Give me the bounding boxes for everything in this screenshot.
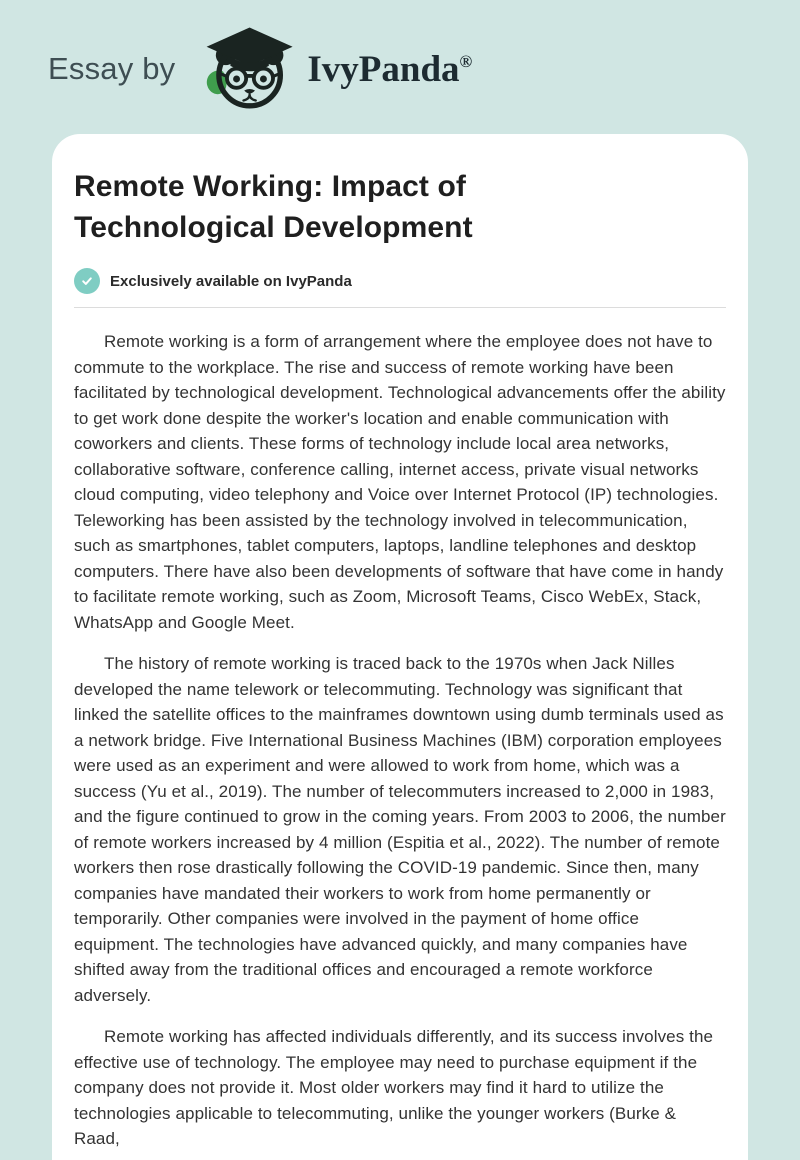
panda-logo-icon[interactable] <box>193 26 297 112</box>
badge-label: Exclusively available on IvyPanda <box>110 272 352 290</box>
essay-paragraph: Remote working has affected individuals differently, and its success involves the effective use of technology. The employee may need to purchase equipment if the company does not provide it. Most older workers may find it hard to utilize the technologies applicable to telecommuting, unlike the younger workers (Burke & Raad, <box>74 1027 714 1148</box>
page-title: Remote Working: Impact of Technological Development <box>74 170 473 244</box>
essay-card <box>52 134 748 1160</box>
divider <box>74 307 726 308</box>
essay-paragraph: The history of remote working is traced back to the 1970s when Jack Nilles developed the name telework or telecommuting. Technology was significant that linked the satellite offices to the mainframes downtown using dumb terminals used as a network bridge. Five International Business Machines (IBM) corporation employees were used as an experiment and were allowed to work from home, which was a success (Yu et al., 2019). The number of telecommuters increased to 2,000 in 1983, and the figure continued to grow in the coming years. From 2003 to 2006, the number of remote workers increased by 4 million (Espitia et al., 2022). The number of remote workers then rose drastically following the COVID-19 pandemic. Since then, many companies have mandated their workers to work from home permanently or temporarily. Other companies were involved in the payment of home office equipment. The technologies have advanced quickly, and many companies have shifted away from the traditional offices and encouraged a remote workforce adversely. <box>74 654 726 1005</box>
registered-mark: ® <box>459 51 473 71</box>
brand-name[interactable] <box>307 48 473 90</box>
exclusive-badge <box>74 268 726 294</box>
essay-by-label: Essay by <box>48 51 176 86</box>
brand-text: IvyPanda <box>307 48 460 90</box>
essay-paragraph: Remote working is a form of arrangement where the employee does not have to commute to the workplace. The rise and success of remote working have been facilitated by technological development. Technological advancements offer the ability to get work done despite the worker's location and enable communication with coworkers and clients. These forms of technology include local area networks, collaborative software, conference calling, internet access, private visual networks cloud computing, video telephony and Voice over Internet Protocol (IP) technologies. Teleworking has been assisted by the technology involved in telecommunication, such as smartphones, tablet computers, laptops, landline telephones and desktop computers. There have also been developments of software that have come in handy to facilitate remote working, such as Zoom, Microsoft Teams, Cisco WebEx, Stack, WhatsApp and Google Meet. <box>74 332 726 632</box>
essay-body <box>74 329 726 1152</box>
header <box>0 0 800 112</box>
check-icon <box>74 268 100 294</box>
